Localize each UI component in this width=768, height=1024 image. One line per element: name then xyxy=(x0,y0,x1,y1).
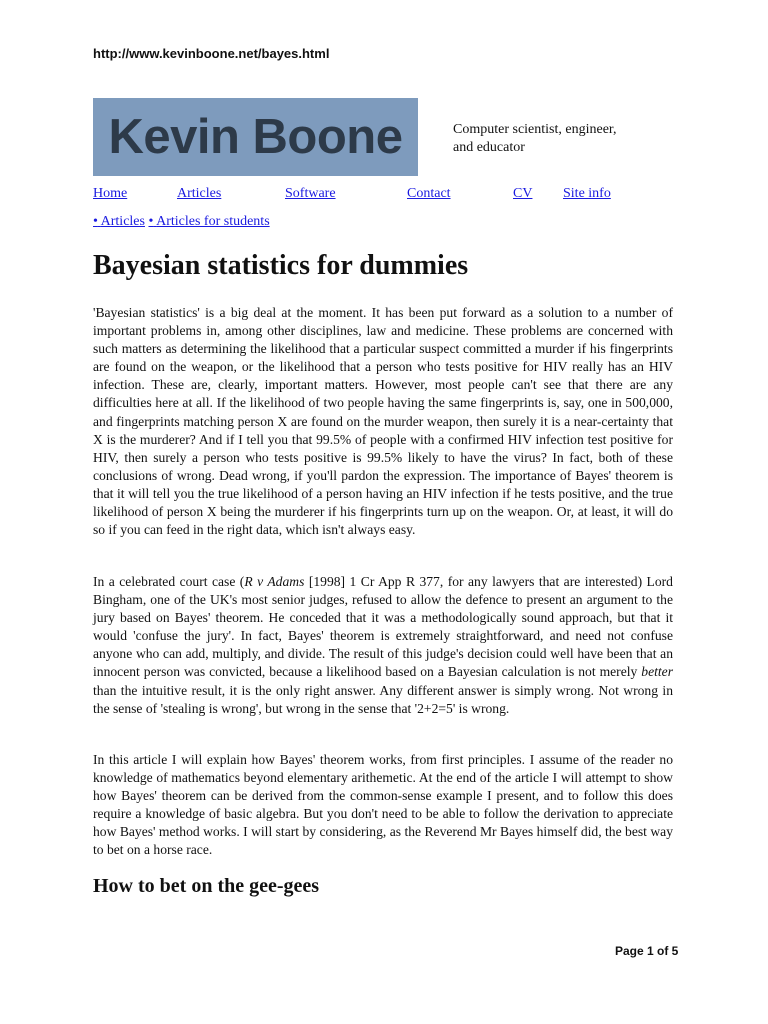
nav-articles-link[interactable]: Articles xyxy=(177,186,222,201)
section-heading: How to bet on the gee-gees xyxy=(93,875,320,897)
article-paragraph-2 xyxy=(93,573,673,718)
nav-contact-link[interactable]: Contact xyxy=(407,186,451,201)
page-number: Page 1 of 5 xyxy=(615,944,679,958)
breadcrumb-bullet: • xyxy=(93,214,98,229)
tagline: Computer scientist, engineer, and educator xyxy=(453,122,617,155)
nav-home-link[interactable]: Home xyxy=(93,186,128,201)
paragraph-2-text-c: than the intuitive result, it is the only right answer. Any different answer is simply wrong. Not wrong in the sense of 'stealing is wrong', but wrong in the sense that '2+2=5' is wrong. xyxy=(93,682,673,716)
case-name: R v Adams xyxy=(244,574,305,589)
nav-site-info-link[interactable]: Site info xyxy=(563,186,611,201)
nav-cv-link[interactable]: CV xyxy=(513,186,533,201)
breadcrumb-articles-for-students-link[interactable] xyxy=(148,214,269,229)
breadcrumb xyxy=(93,214,270,230)
article-paragraph-3: In this article I will explain how Bayes' theorem works, from first principles. I assume of the reader no knowledge of mathematics beyond elementary arithemetic. At the end of the article I will attempt to show how Bayes' theorem can be derived from the common-sense example I present, and to follow this does require a knowledge of basic algebra. But you don't need to be able to follow the derivation to appreciate how Bayes' method works. I will start by considering, as the Reverend Mr Bayes himself did, the best way to bet on a horse race. xyxy=(93,752,673,858)
paragraph-2-text-b: [1998] 1 Cr App R 377, for any lawyers that are interested) Lord Bingham, one of the UK's most senior judges, refused to allow the defence to present an argument to the jury based on Bayes' theorem. He conceded that it was a methodologically sound approach, but that it would 'confuse the jury'. In fact, Bayes' theorem is extremely straightforward, and need not confuse anyone who can add, multiply, and divide. The result of this judge's decision could well have been that an innocent person was convicted, because a likelihood based on a Bayesian calculation is not merely xyxy=(93,574,673,680)
breadcrumb-bullet: • xyxy=(148,214,154,229)
paragraph-2-text-a: In a celebrated court case ( xyxy=(93,574,245,589)
logo-text: Kevin Boone xyxy=(108,110,403,164)
breadcrumb-articles-for-students-label: Articles for students xyxy=(156,214,270,229)
nav-software-link[interactable]: Software xyxy=(285,186,336,201)
page-url: http://www.kevinboone.net/bayes.html xyxy=(93,46,330,61)
site-logo[interactable] xyxy=(93,98,418,176)
breadcrumb-articles-label: Articles xyxy=(100,214,145,229)
breadcrumb-articles-link[interactable] xyxy=(93,214,145,229)
emphasis-better: better xyxy=(641,664,673,680)
article-paragraph-1: 'Bayesian statistics' is a big deal at the moment. It has been put forward as a solution to a number of important problems in, among other disciplines, law and medicine. These problems are concerned with such matters as determining the likelihood that a particular suspect committed a murder if his fingerprints are found on the weapon, or the likelihood that a person who tests positive for HIV really has an HIV infection. These are, clearly, important matters. However, most people can't see that there are any difficulties here at all. If the likelihood of two people having the same fingerprints is, say, one in 500,000, and fingerprints matching person X are found on the murder weapon, then surely it is a near-certainty that X is the murderer? And if I tell you that 99.5% of people with a confirmed HIV infection test positive for HIV, then surely a person who tests positive is 99.5% likely to have the virus? In fact, both of these conclusions of wrong. Dead wrong, if you'll pardon the expression. The importance of Bayes' theorem is that it will tell you the true likelihood of a person having an HIV infection if he tests positive, and the true likelihood of person X being the murderer if his fingerprints turn up on the weapon. Or, at least, it will do so if you can feed in the right data, which isn't always easy. xyxy=(93,305,673,538)
article-title: Bayesian statistics for dummies xyxy=(93,250,469,281)
